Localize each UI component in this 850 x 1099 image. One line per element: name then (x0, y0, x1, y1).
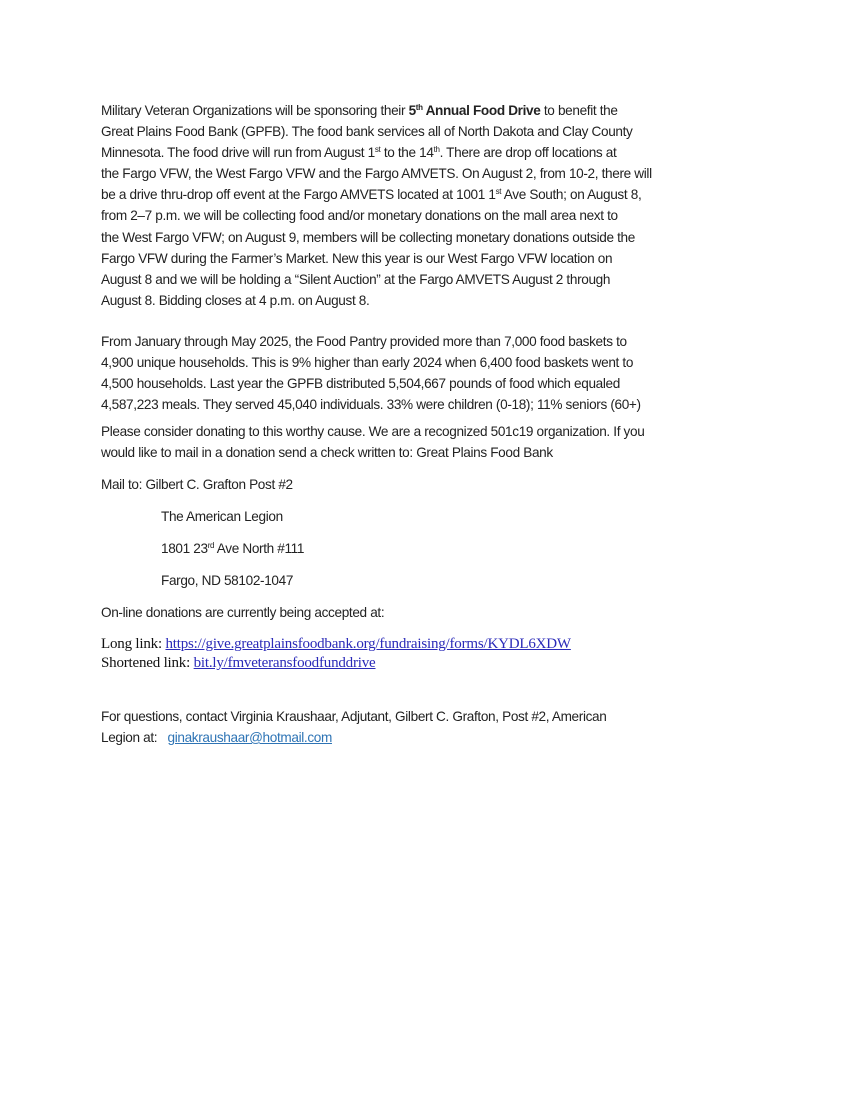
text: rd (207, 541, 215, 550)
text: Legion at: (101, 730, 168, 745)
text: th (433, 145, 440, 154)
long-link-label: Long link: (101, 636, 166, 652)
short-link[interactable]: bit.ly/fmveteransfoodfunddrive (193, 655, 376, 671)
paragraph-line (101, 102, 618, 120)
long-link-line (101, 635, 571, 653)
short-link-line (101, 654, 376, 672)
text: to benefit the (540, 103, 618, 118)
text: be a drive thru-drop off event at the Fargo AMVETS located at 1001 1 (101, 187, 496, 202)
paragraph-line: from 2–7 p.m. we will be collecting food and/or monetary donations on the mall area next to (101, 208, 618, 223)
paragraph-line: August 8. Bidding closes at 4 p.m. on August 8. (101, 293, 370, 308)
paragraph-line: 4,900 unique households. This is 9% higher than early 2024 when 6,400 food baskets went to (101, 355, 634, 370)
address-line (161, 540, 304, 558)
mail-to-line: Mail to: Gilbert C. Grafton Post #2 (101, 477, 293, 492)
paragraph-line (101, 186, 641, 204)
contact-line: For questions, contact Virginia Kraushaar, Adjutant, Gilbert C. Grafton, Post #2, American (101, 709, 607, 724)
paragraph-line: Great Plains Food Bank (GPFB). The food bank services all of North Dakota and Clay County (101, 124, 633, 139)
paragraph-line: 4,500 households. Last year the GPFB distributed 5,504,667 pounds of food which equaled (101, 376, 620, 391)
short-link-label: Shortened link: (101, 655, 194, 671)
text: to the 14 (380, 145, 434, 160)
email-link[interactable]: ginakraushaar@hotmail.com (167, 730, 332, 745)
contact-line (101, 729, 332, 747)
paragraph-line: the Fargo VFW, the West Fargo VFW and the Fargo AMVETS. On August 2, from 10-2, there will (101, 166, 652, 181)
text: Military Veteran Organizations will be sponsoring their (101, 103, 409, 118)
address-line: Fargo, ND 58102-1047 (161, 573, 294, 588)
paragraph-line: 4,587,223 meals. They served 45,040 individuals. 33% were children (0-18); 11% seniors (60+) (101, 397, 641, 412)
paragraph-line: the West Fargo VFW; on August 9, members will be collecting monetary donations outside the (101, 230, 635, 245)
address-line: The American Legion (161, 509, 283, 524)
online-intro: On-line donations are currently being accepted at: (101, 605, 385, 620)
long-link[interactable]: https://give.greatplainsfoodbank.org/fundraising/forms/KYDL6XDW (165, 636, 571, 652)
text: . There are drop off locations at (439, 145, 617, 160)
text: 5 (408, 103, 416, 118)
paragraph-line: From January through May 2025, the Food Pantry provided more than 7,000 food baskets to (101, 334, 627, 349)
text: Minnesota. The food drive will run from August 1 (101, 145, 375, 160)
text: 1801 23 (161, 541, 208, 556)
paragraph-line (101, 144, 616, 162)
paragraph-line: Fargo VFW during the Farmer’s Market. New this year is our West Fargo VFW location on (101, 251, 613, 266)
text: st (374, 145, 381, 154)
text: th (415, 103, 423, 112)
text: Ave North #111 (214, 541, 305, 556)
text: Ave South; on August 8, (501, 187, 642, 202)
text: st (495, 187, 502, 196)
event-title: Annual Food Drive (422, 103, 541, 118)
paragraph-line: would like to mail in a donation send a check written to: Great Plains Food Bank (101, 445, 553, 460)
paragraph-line: Please consider donating to this worthy cause. We are a recognized 501c19 organization. If you (101, 424, 645, 439)
paragraph-line: August 8 and we will be holding a “Silent Auction” at the Fargo AMVETS August 2 through (101, 272, 611, 287)
